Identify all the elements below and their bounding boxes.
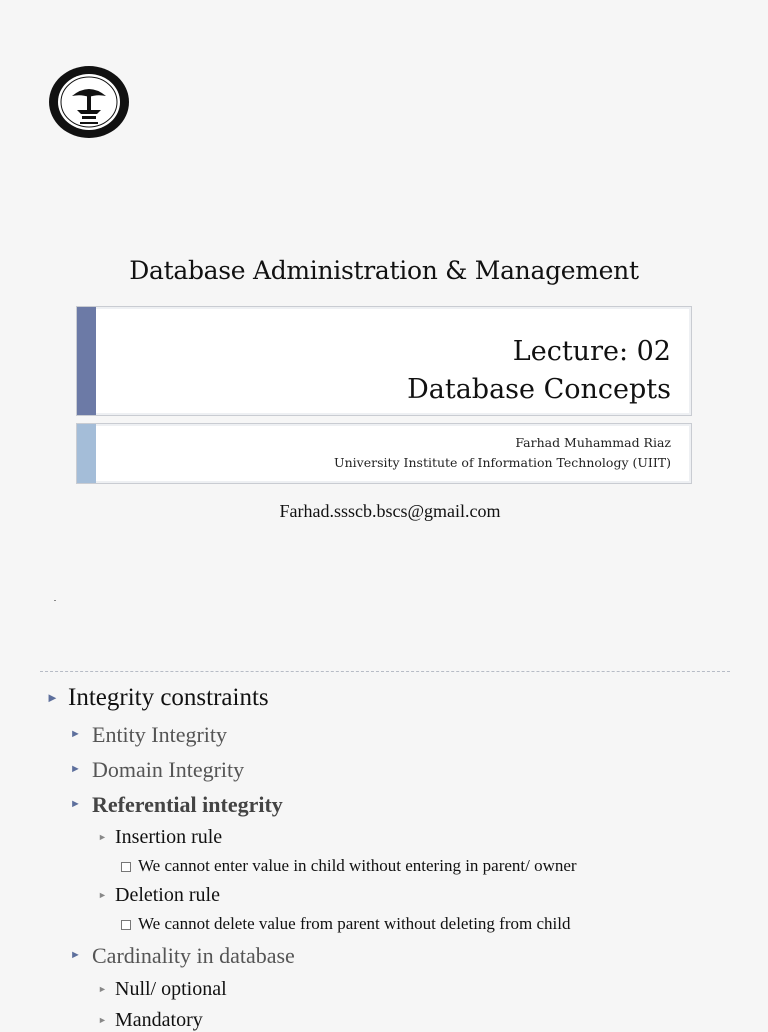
- bullet-insertion-rule: Insertion rule: [115, 826, 223, 848]
- slide-divider: [40, 671, 730, 672]
- bullet-insertion-rule-desc: We cannot enter value in child without entering in parent/ owner: [138, 856, 577, 875]
- lecture-title-box: [76, 306, 692, 416]
- bullet-referential-integrity: Referential integrity: [92, 792, 283, 817]
- author-info: [334, 433, 671, 473]
- stray-dot: [54, 600, 56, 601]
- university-seal-logo: [47, 64, 131, 140]
- accent-bar-light: [77, 424, 96, 483]
- bullet-mandatory: Mandatory: [115, 1009, 203, 1031]
- bullet-null-optional: Null/ optional: [115, 978, 227, 1000]
- triangle-bullet-icon: ►: [70, 728, 81, 740]
- bullet-deletion-rule: Deletion rule: [115, 884, 220, 906]
- bullet-integrity-constraints: Integrity constraints: [68, 684, 269, 711]
- author-email: Farhad.ssscb.bscs@gmail.com: [279, 501, 501, 521]
- triangle-bullet-icon: ►: [70, 949, 81, 961]
- institute-name: University Institute of Information Technology (UIIT): [334, 455, 671, 470]
- lecture-title: [407, 333, 671, 409]
- triangle-bullet-icon: ►: [70, 763, 81, 775]
- course-title: Database Administration & Management: [129, 256, 639, 285]
- bullet-deletion-rule-desc: We cannot delete value from parent without deleting from child: [138, 914, 571, 933]
- lecture-topic: Database Concepts: [407, 374, 671, 405]
- triangle-bullet-icon: ►: [70, 798, 81, 810]
- lecture-number: Lecture: 02: [512, 336, 671, 367]
- triangle-bullet-icon: ►: [98, 984, 107, 994]
- triangle-bullet-icon: ►: [98, 832, 107, 842]
- accent-bar-dark: [77, 307, 96, 415]
- triangle-bullet-icon: ►: [98, 1015, 107, 1025]
- bullet-entity-integrity: Entity Integrity: [92, 722, 228, 747]
- triangle-bullet-icon: ►: [46, 690, 59, 705]
- author-box: [76, 423, 692, 484]
- bullet-domain-integrity: Domain Integrity: [92, 757, 245, 782]
- triangle-bullet-icon: ►: [98, 890, 107, 900]
- bullet-cardinality: Cardinality in database: [92, 943, 295, 968]
- square-bullet-icon: [121, 920, 131, 930]
- square-bullet-icon: [121, 862, 131, 872]
- author-name: Farhad Muhammad Riaz: [515, 435, 671, 450]
